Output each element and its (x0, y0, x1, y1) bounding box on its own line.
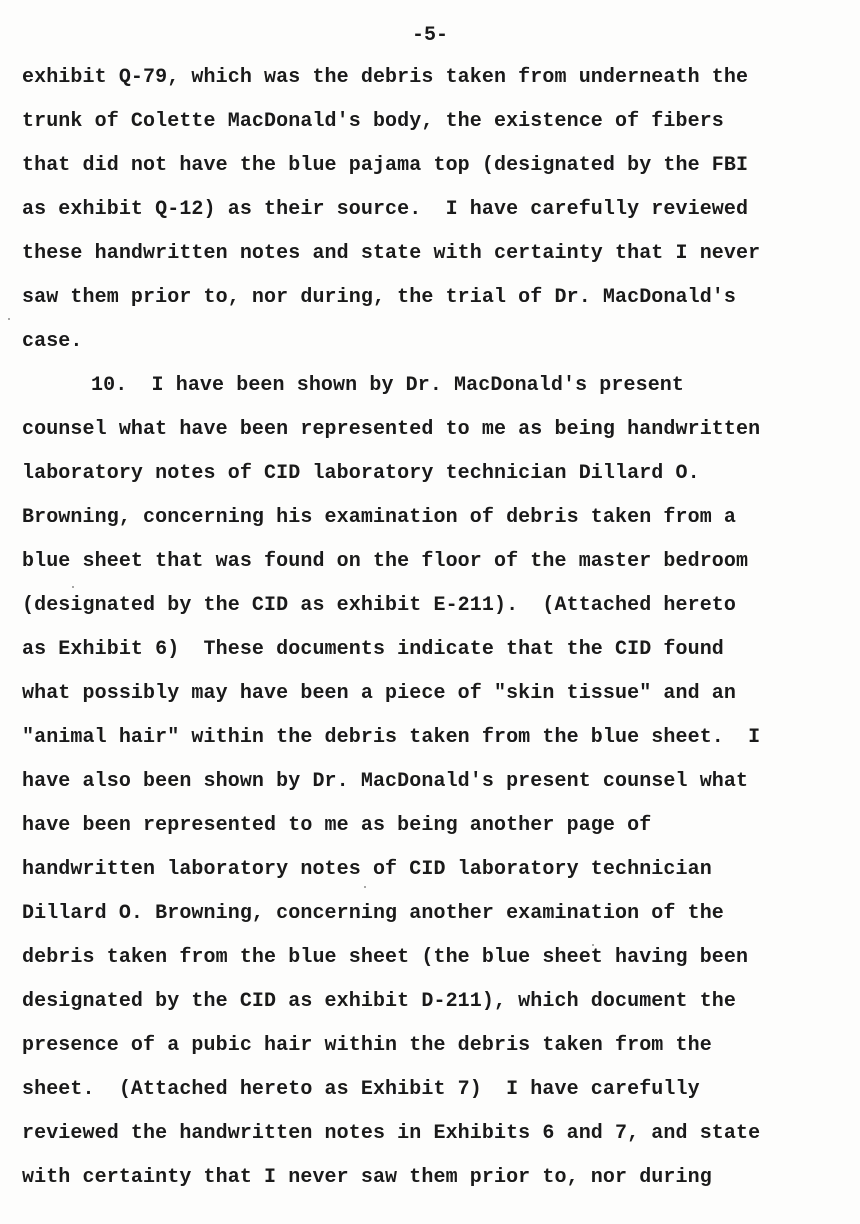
text-line: exhibit Q-79, which was the debris taken from underneath the (22, 66, 749, 89)
text-line: what possibly may have been a piece of "skin tissue" and an (22, 682, 737, 705)
text-line: reviewed the handwritten notes in Exhibits 6 and 7, and state (22, 1122, 761, 1145)
text-line: case. (22, 330, 83, 353)
text-line: that did not have the blue pajama top (designated by the FBI (22, 154, 749, 177)
text-line: "animal hair" within the debris taken from the blue sheet. I (22, 726, 761, 749)
scan-speck (72, 586, 74, 588)
text-line: presence of a pubic hair within the debris taken from the (22, 1034, 712, 1057)
text-line: designated by the CID as exhibit D-211), which document the (22, 990, 737, 1013)
text-line: with certainty that I never saw them prior to, nor during (22, 1166, 712, 1189)
text-line: laboratory notes of CID laboratory technician Dillard O. (22, 462, 700, 485)
page-number: -5- (412, 24, 449, 47)
text-line: sheet. (Attached hereto as Exhibit 7) I have carefully (22, 1078, 700, 1101)
text-line: counsel what have been represented to me as being handwritten (22, 418, 761, 441)
scan-speck (364, 886, 366, 888)
scan-speck (8, 318, 10, 320)
text-line: saw them prior to, nor during, the trial of Dr. MacDonald's (22, 286, 737, 309)
text-line: (designated by the CID as exhibit E-211). (Attached hereto (22, 594, 737, 617)
text-line: have been represented to me as being another page of (22, 814, 652, 837)
text-line: trunk of Colette MacDonald's body, the existence of fibers (22, 110, 724, 133)
text-line: have also been shown by Dr. MacDonald's present counsel what (22, 770, 749, 793)
text-line: as Exhibit 6) These documents indicate that the CID found (22, 638, 724, 661)
text-line: blue sheet that was found on the floor of the master bedroom (22, 550, 749, 573)
scan-speck (592, 944, 594, 946)
text-line: Browning, concerning his examination of debris taken from a (22, 506, 737, 529)
text-line: as exhibit Q-12) as their source. I have carefully reviewed (22, 198, 749, 221)
text-line: handwritten laboratory notes of CID laboratory technician (22, 858, 712, 881)
text-line: debris taken from the blue sheet (the blue sheet having been (22, 946, 749, 969)
text-line: these handwritten notes and state with certainty that I never (22, 242, 761, 265)
paragraph-start-line: 10. I have been shown by Dr. MacDonald's present (91, 374, 684, 397)
text-line: Dillard O. Browning, concerning another examination of the (22, 902, 724, 925)
